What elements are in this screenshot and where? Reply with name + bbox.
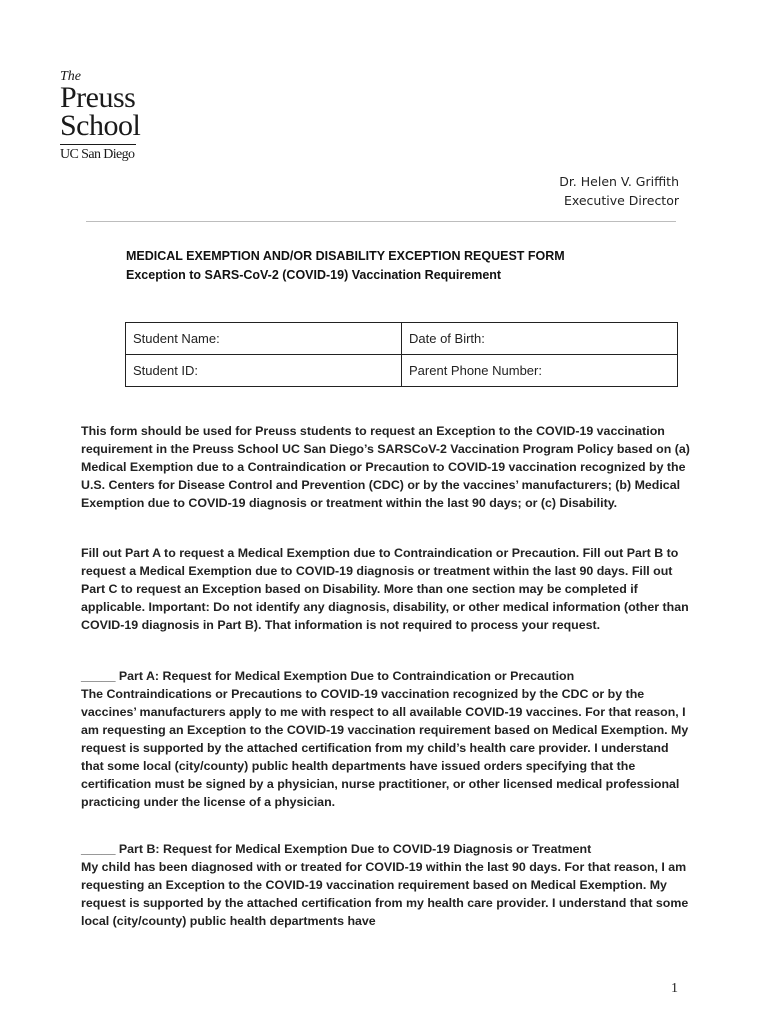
part-b-section <box>81 840 691 930</box>
form-subtitle: Exception to SARS-CoV-2 (COVID-19) Vaccination Requirement <box>126 268 502 282</box>
signer-title: Executive Director <box>563 193 679 208</box>
intro-text: This form should be used for Preuss students to request an Exception to the COVID-19 vaccination requirement in the Preuss School UC San Diego’s SARSCoV-2 Vaccination Program Policy based on (a) Medical Exemption due to a Contraindication or Precaution to COVID-19 vaccination recognized by the U.S. Centers for Disease Control and Prevention (CDC) or by the vaccines’ manufacturers; (b) Medical Exemption due to COVID-19 diagnosis or treatment within the last 90 days; or (c) Disability. <box>81 424 690 510</box>
student-info-table <box>125 322 678 387</box>
logo-ucsd: UC San Diego <box>60 147 135 162</box>
part-a-body: The Contraindications or Precautions to COVID-19 vaccination recognized by the CDC or by the vaccines’ manufacturers apply to me with respect to all available COVID-19 vaccines. For that reason, I am requesting an Exception to the COVID-19 vaccination requirement based on Medical Exemption. My request is supported by the attached certification from my child’s health care provider. I understand that some local (city/county) public health departments have issued orders specifying that the certification must be signed by a physician, nurse practitioner, or other licensed medical professional practicing under the license of a physician. <box>81 687 689 809</box>
page-number: 1 <box>671 981 678 996</box>
part-b-body: My child has been diagnosed with or treated for COVID-19 within the last 90 days. For that reason, I am requesting an Exception to the COVID-19 vaccination requirement based on Medical Exemption. My request is supported by the attached certification from my health care provider. I understand that some local (city/county) public health departments have <box>81 860 689 928</box>
preuss-school-logo <box>60 70 140 162</box>
table-row <box>126 323 678 355</box>
logo-preuss: Preuss <box>60 81 136 114</box>
table-row <box>126 355 678 387</box>
signer-name: Dr. Helen V. Griffith <box>559 174 679 189</box>
intro-paragraph <box>81 422 691 512</box>
parent-phone-field[interactable]: Parent Phone Number: <box>402 355 678 387</box>
form-title-block <box>126 247 565 285</box>
part-b-heading: _____ Part B: Request for Medical Exemption Due to COVID-19 Diagnosis or Treatment <box>81 842 592 856</box>
part-a-section <box>81 667 691 811</box>
student-id-field[interactable]: Student ID: <box>126 355 402 387</box>
logo-school: School <box>60 109 141 142</box>
header-divider <box>86 221 676 222</box>
signer-block <box>559 172 679 210</box>
instructions-text: Fill out Part A to request a Medical Exemption due to Contraindication or Precaution. Fill out Part B to request a Medical Exemption due to COVID-19 diagnosis or treatment within the last 90 days. Fill out Part C to request an Exception based on Disability. More than one section may be completed if applicable. Important: Do not identify any diagnosis, disability, or other medical information (other than COVID-19 diagnosis in Part B). That information is not required to process your request. <box>81 546 689 632</box>
instructions-paragraph <box>81 544 691 634</box>
logo-the: The <box>60 69 81 84</box>
form-title: MEDICAL EXEMPTION AND/OR DISABILITY EXCEPTION REQUEST FORM <box>126 249 565 263</box>
student-name-field[interactable]: Student Name: <box>126 323 402 355</box>
logo-divider <box>60 144 136 145</box>
part-a-heading: _____ Part A: Request for Medical Exemption Due to Contraindication or Precaution <box>81 669 575 683</box>
date-of-birth-field[interactable]: Date of Birth: <box>402 323 678 355</box>
